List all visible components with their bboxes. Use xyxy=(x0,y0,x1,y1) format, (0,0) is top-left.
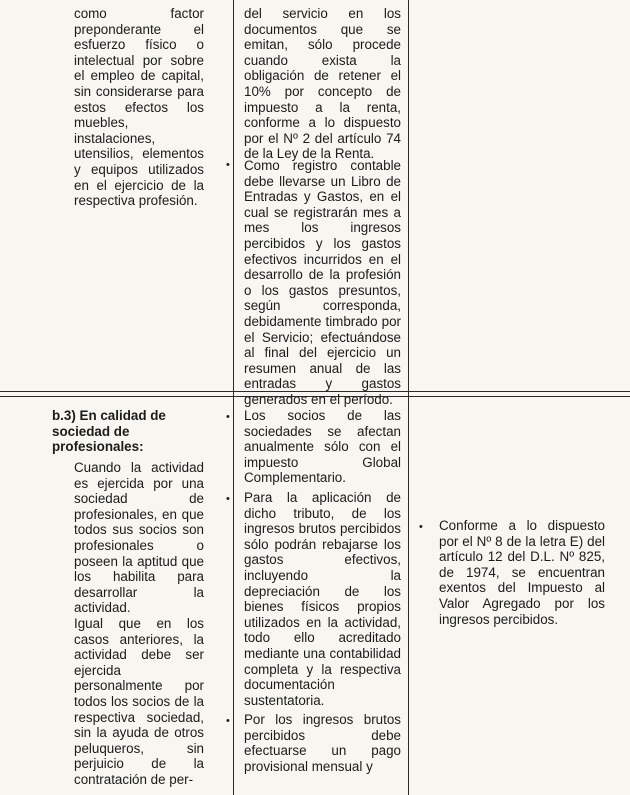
bullet-bottom-2: • xyxy=(226,493,230,505)
bottom-col2-text-3 xyxy=(244,712,401,774)
bottom-col2-paragraph-3: Por los ingresos brutos percibidos debe efectuarse un pago provisional mensual y xyxy=(244,712,401,774)
bottom-col1-text-2 xyxy=(74,616,204,788)
bullet-bottom-3: • xyxy=(226,715,230,727)
bullet-top-2: • xyxy=(226,159,230,171)
top-col2-text-2 xyxy=(244,158,401,408)
bottom-col2-paragraph-1: Los socios de las sociedades se afectan anualmente sólo con el impuesto Global Complementario. xyxy=(244,408,401,486)
bottom-col2-text-2 xyxy=(244,490,401,708)
top-col2-paragraph-2: Como registro contable debe llevarse un Libro de Entradas y Gastos, en el cual se registrarán mes a mes los ingresos percibidos y los gastos efectivos incurridos en el desarrollo de la profesión o los gastos presuntos, según corresponda, debidamente timbrado por el Servicio; efectuándose al final del ejercicio un resumen anual de las entradas y gastos generados en el período. xyxy=(244,158,401,407)
column-divider-1 xyxy=(233,0,234,795)
bottom-col1-text xyxy=(74,460,204,616)
bottom-col2-paragraph-2: Para la aplicación de dicho tributo, de los ingresos brutos percibidos sólo podrán rebajarse los gastos efectivos, incluyendo la depreciación de los bienes físicos propios utilizados en la actividad, todo ello acreditado mediante una contabilidad completa y la respectiva documentación sustentatoria. xyxy=(244,490,401,708)
bottom-col1-paragraph-1: Cuando la actividad es ejercida por una sociedad de profesionales, en que todos sus socios son profesionales o poseen la aptitud que los habilita para desarrollar la actividad. xyxy=(74,460,204,616)
bullet-bottom-1: • xyxy=(226,411,230,423)
top-col1-paragraph: como factor preponderante el esfuerzo físico o intelectual por sobre el empleo de capital, sin considerarse para estos efectos los muebles, instalaciones, utensilios, elementos y equipos utilizados en el ejercicio de la respectiva profesión. xyxy=(74,6,204,209)
top-col2-text xyxy=(244,6,401,162)
bottom-col1-paragraph-2: Igual que en los casos anteriores, la actividad debe ser ejercida personalmente por todos los socios de la respectiva sociedad, sin la ayuda de otros peluqueros, sin perjuicio de la contratación de per- xyxy=(74,616,204,787)
bullet-bottom-col3: • xyxy=(419,521,423,533)
bottom-col2-text xyxy=(244,408,401,486)
top-col2-paragraph-1: del servicio en los documentos que se emitan, sólo procede cuando exista la obligación de retener el 10% por concepto de impuesto a la renta, conforme a lo dispuesto por el Nº 2 del artículo 74 de la Ley de la Renta. xyxy=(244,6,401,162)
column-divider-2 xyxy=(408,0,409,795)
top-col1-text xyxy=(74,6,204,209)
bottom-col3-text xyxy=(439,518,605,627)
bottom-col3-paragraph-1: Conforme a lo dispuesto por el Nº 8 de la letra E) del artículo 12 del D.L. Nº 825, de 1974, se encuentran exentos del Impuesto al Valor Agregado por los ingresos percibidos. xyxy=(439,518,605,627)
section-heading-b3: b.3) En calidad de sociedad de profesionales: xyxy=(52,408,166,455)
